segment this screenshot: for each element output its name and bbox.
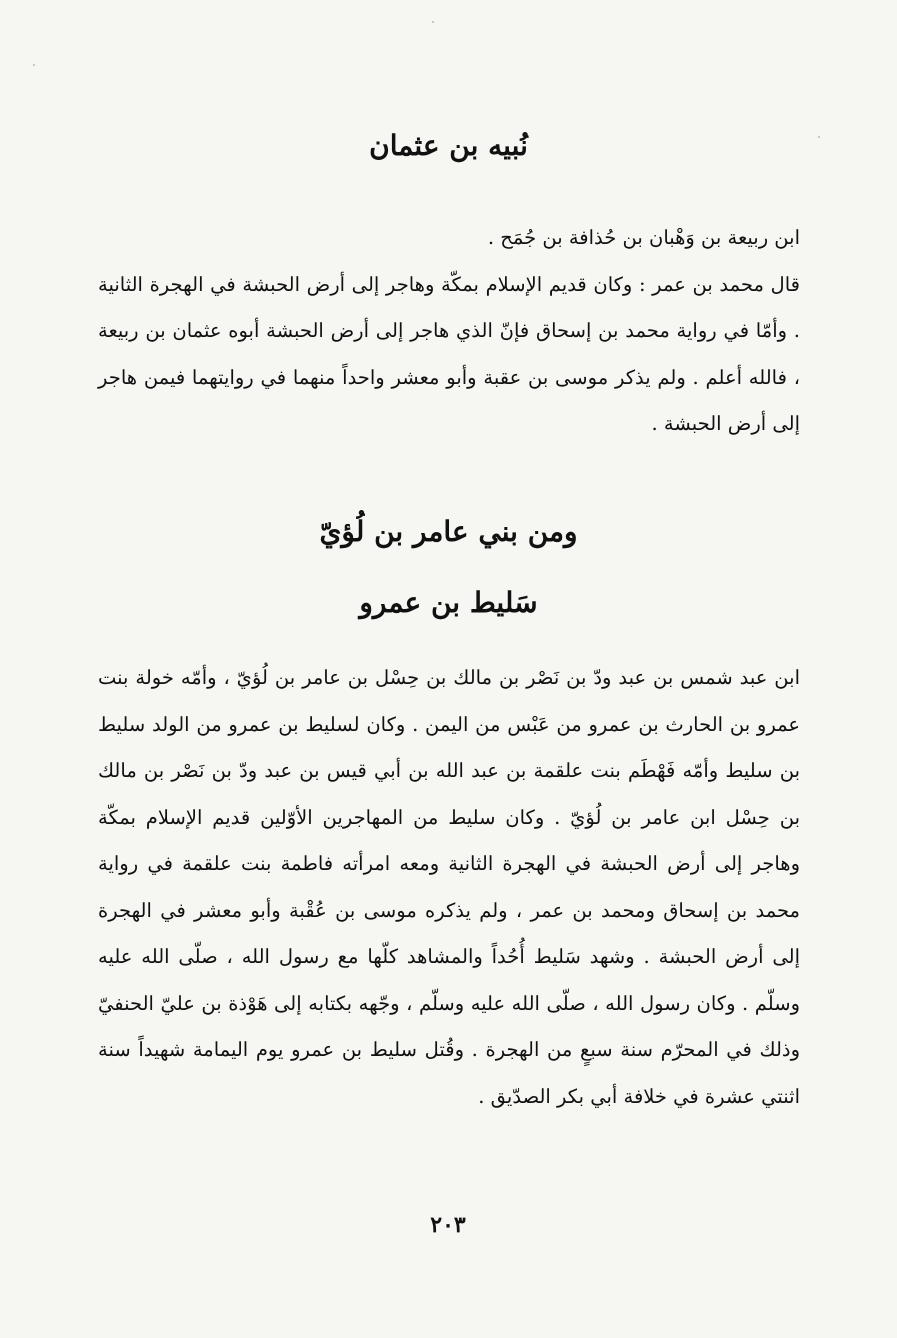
paper-speck <box>33 64 35 66</box>
paper-speck <box>432 21 434 23</box>
section-subtitle-salit: سَليط بن عمرو <box>359 586 538 619</box>
paragraph-lineage: ابن ربيعة بن وَهْبان بن حُذافة بن جُمَح . <box>487 226 800 249</box>
paragraph-hijra: قال محمد بن عمر : وكان قديم الإسلام بمكّة وهاجر إلى أرض الحبشة في الهجرة الثانية . وأمّا في رواية محمد بن إسحاق فإنّ الذي هاجر إلى أرض الحبشة أبوه عثمان بن ربيعة ، فالله أعلم . ولم يذكر موسى بن عقبة وأبو معشر واحداً منهما في روايتهما فيمن هاجر إلى أرض الحبشة . <box>98 272 800 435</box>
section-title-bani-amir: ومن بني عامر بن لُؤيّ <box>319 515 578 548</box>
section-body-nubayh <box>98 215 800 445</box>
page-number: ٢٠٣ <box>430 1212 466 1238</box>
section-title-nubayh: نُبيه بن عثمان <box>369 129 528 162</box>
paper-speck <box>818 136 820 138</box>
section-body-salit <box>98 655 800 1195</box>
paragraph-salit-biography: ابن عبد شمس بن عبد ودّ بن نَصْر بن مالك بن حِسْل بن عامر بن لُؤيّ ، وأمّه خولة بنت عمرو بن الحارث بن عمرو من عَبْس من اليمن . وكان لسليط بن عمرو من الولد سليط بن سليط وأمّه فَهْطَم بنت علقمة بن عبد الله بن أبي قيس بن عبد ودّ بن نَصْر بن مالك بن حِسْل ابن عامر بن لُؤيّ . وكان سليط من المهاجرين الأوّلين قديم الإسلام بمكّة وهاجر إلى أرض الحبشة في الهجرة الثانية ومعه امرأته فاطمة بنت علقمة في رواية محمد بن إسحاق ومحمد بن عمر ، ولم يذكره موسى بن عُقْبة وأبو معشر في الهجرة إلى أرض الحبشة . وشهد سَليط أُحُداً والمشاهد كلّها مع رسول الله ، صلّى الله عليه وسلّم . وكان رسول الله ، صلّى الله عليه وسلّم ، وجّهه بكتابه إلى هَوْذة بن عليّ الحنفيّ وذلك في المحرّم سنة سبعٍ من الهجرة . وقُتل سليط بن عمرو يوم اليمامة شهيداً سنة اثنتي عشرة في خلافة أبي بكر الصدّيق . <box>98 666 800 1108</box>
